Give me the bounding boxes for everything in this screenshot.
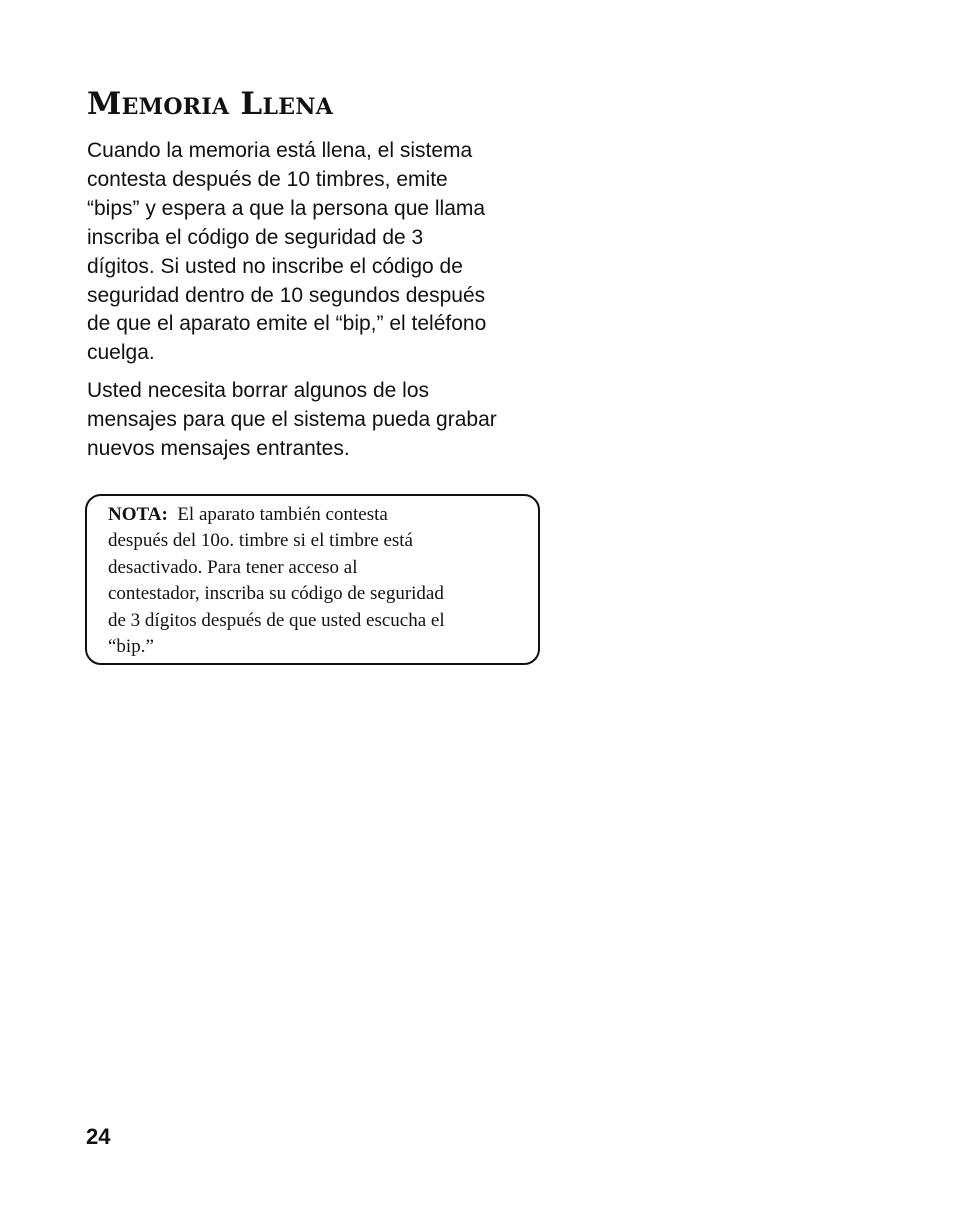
paragraph-line: dígitos. Si usted no inscribe el código de (87, 254, 463, 278)
note-line: después del 10o. timbre si el timbre está (108, 530, 413, 552)
paragraph-line: seguridad dentro de 10 segundos después (87, 283, 486, 307)
paragraph-line: inscriba el código de seguridad de 3 (87, 225, 424, 249)
paragraph-line: mensajes para que el sistema pueda grabar (87, 407, 497, 431)
paragraph-memory-full (87, 137, 557, 368)
paragraph-line: Usted necesita borrar algunos de los (87, 379, 430, 402)
paragraph-line: “bips” y espera a que la persona que llama (87, 196, 486, 220)
note-line: desactivado. Para tener acceso al (108, 556, 358, 578)
note-first-line (108, 502, 445, 528)
paragraph-line: cuelga. (87, 341, 155, 365)
note-line: contestador, inscriba su código de seguridad (108, 583, 444, 605)
paragraph-line: contesta después de 10 timbres, emite (87, 167, 448, 191)
note-line: de 3 dígitos después de que usted escucha el (108, 609, 445, 631)
page-number: 24 (86, 1124, 111, 1149)
paragraph-line: Cuando la memoria está llena, el sistema (87, 139, 473, 162)
note-text (108, 502, 445, 660)
section-title: Memoria Llena (87, 86, 334, 122)
note-line: “bip.” (108, 636, 154, 658)
paragraph-delete-messages (87, 377, 557, 464)
note-label: NOTA: (108, 504, 168, 525)
paragraph-line: nuevos mensajes entrantes. (87, 436, 350, 460)
paragraph-line: de que el aparato emite el “bip,” el teléfono (87, 312, 487, 336)
note-line: El aparato también contesta (177, 504, 388, 525)
